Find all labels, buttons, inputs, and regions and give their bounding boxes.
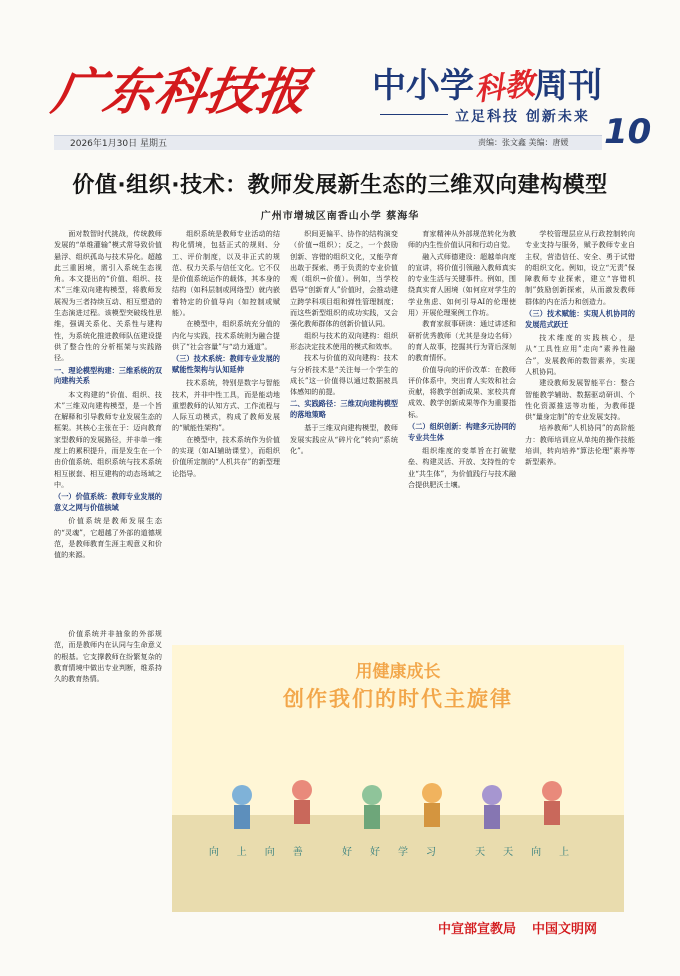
paragraph: 技术系统，特别是数字与智能技术，并非中性工具，而是能动地重塑教师的认知方式、工作流程与人际互动模式，构成了教师发展的“赋能性架构”。 <box>172 378 280 433</box>
child-figure-body <box>544 801 560 825</box>
paragraph: 组织系统是教师专业活动的结构化情境，包括正式的规则、分工、评价制度，以及非正式的规范、权力关系与信任文化。它不仅是价值系统运作的载体，其本身的结构（如科层制或网络型）就内嵌着特定的价值导向（如控制或赋能）。 <box>172 229 280 318</box>
footer-link-2[interactable]: 中国文明网 <box>532 922 598 937</box>
footer-link-1[interactable]: 中宣部宣教局 <box>438 922 517 937</box>
child-figure <box>362 785 382 805</box>
child-figure-body <box>294 800 310 824</box>
slogan-rule <box>380 114 448 115</box>
section-heading: 一、理论模型构建：三维系统的双向建构关系 <box>54 365 162 386</box>
paragraph: 织间更偏平、协作的结构演变（价值→组织）；反之，一个鼓励创新、容错的组织文化，又能孕育出敢于探索、勇于负责的专业价值观（组织→价值）。例如，当学校倡导“创新育人”价值时，会推动建立跨学科项目组和弹性管理制度；而这些新型组织的成功实践，又会强化教师群体的创新价值认同。 <box>290 229 398 329</box>
article-column-5 <box>525 228 635 624</box>
paragraph: 组织维度的变革旨在打破壁垒、构建灵活、开放、支持性的专业“共生体”，为价值践行与技术融合提供肥沃土壤。 <box>408 446 516 489</box>
editors-credit: 责编：张文鑫 美编：唐媛 <box>478 138 569 147</box>
paragraph: 育家精神从外部规范转化为教师的内生性价值认同和行动自觉。 <box>408 229 516 250</box>
article-headline: 价值·组织·技术：教师发展新生态的三维双向建构模型 <box>72 173 608 198</box>
child-figure-body <box>234 805 250 829</box>
banner-title-line1: 用健康成长 <box>355 662 441 682</box>
public-service-banner <box>172 645 624 912</box>
paragraph: 培养教师“人机协同”的高阶能力：教师培训应从单纯的操作技能培训，转向培养“算法伦理”素养等新型素养。 <box>525 423 635 467</box>
paragraph: 本文构建的“价值、组织、技术”三维双向建构模型，是一个旨在解释和引导教师专业发展生态的框架。其核心主张在于：迈向教育家型教师的发展路径，并非单一维度上的累积提升，而是发生在一个由价值系统、组织系统与技术系统相互嵌套、相互建构的动态场域之中。 <box>54 389 162 489</box>
paragraph: 在模型中，组织系统充分值的内化与实践，技术系统则为融合提供了“社会容量”与“动力通道”。 <box>172 319 280 351</box>
publication-title <box>372 58 602 107</box>
subsection-heading: （三）技术赋能：实现人机协同的发展范式跃迁 <box>525 309 635 329</box>
newspaper-logo <box>48 52 314 121</box>
banner-ground <box>172 815 624 912</box>
child-figure <box>542 781 562 801</box>
paragraph: 价值导向的评价改革：在教师评价体系中，突出育人实效和社会贡献，将教学创新成果、家校共育成效、教学创新成果等作为重要指标。 <box>408 364 516 419</box>
section-heading: 二、实践路径：三维双向建构模型的落地策略 <box>290 399 398 419</box>
paragraph: 建设教师发展智能平台：整合智能教学辅助、数据驱动研训、个性化资源推送等功能，为教师提供“量身定制”的专业发展支持。 <box>525 378 635 422</box>
paragraph: 教育家叙事研读：通过讲述和研析优秀教师（尤其是身边名师）的育人故事，挖掘其行为背后深刻的教育情怀。 <box>408 319 516 363</box>
paragraph: 基于三维双向建构模型，教师发展实践应从“碎片化”转向“系统化”。 <box>290 423 398 456</box>
subsection-heading: （三）技术系统：教师专业发展的赋能性架构与认知延伸 <box>172 354 280 374</box>
paragraph: 技术与价值的双向建构：技术与分析技术是“关注每一个学生的成长”这一价值得以通过数据被具体感知的前提。 <box>290 353 398 397</box>
paragraph: 技术维度的实践核心，是从“工具性应用”走向“素养性融合”，发展教师的数智素养，实现人机协同。 <box>525 333 635 376</box>
paragraph: 在模型中，技术系统作为价值的实现（如AI辅助课堂），而组织价值所定制的“人机共存”的新型理论指导。 <box>172 434 280 478</box>
child-figure-body <box>424 803 440 827</box>
article-column-1 <box>54 228 162 624</box>
child-figure-body <box>484 805 500 829</box>
masthead-slogan: 立足科技 创新未来 <box>455 109 590 125</box>
publication-title-part3: 周刊 <box>534 66 602 106</box>
subsection-heading: （二）组织创新：构建多元协同的专业共生体 <box>408 422 516 442</box>
publication-title-part2: 科教 <box>472 66 537 109</box>
child-figure <box>292 780 312 800</box>
paragraph: 面对数智时代挑战，传统教师发展的“单维灌输”模式常导致价值悬浮、组织孤岛与技术异化。超越此三重困境，需引入系统生态视角。本文提出的“价值、组织、技术”三维双向建构模型，将教师发展视为三者持续互动、相互塑造的生态演进过程。该模型突破线性思维，强调关系化、关系性与建构性，为系统化推进教师队伍建设提供了整合性的分析框架与实践路径。 <box>54 229 162 363</box>
masthead <box>0 0 680 152</box>
subsection-heading: （一）价值系统：教师专业发展的意义之网与价值核域 <box>54 492 162 512</box>
paragraph: 价值系统是教师发展生态的“灵魂”，它超越了外部的道德规范，是教师教育生涯主观意义和价值的来源。 <box>54 516 162 560</box>
child-figure-body <box>364 805 380 829</box>
article-column-4 <box>408 228 516 624</box>
logo-text: 广东科技报 <box>48 63 314 121</box>
child-figure <box>232 785 252 805</box>
article-column-3 <box>290 228 398 624</box>
paragraph: 价值系统并非抽象的外部规范，而是教师内在认同与生命意义的根基。它支撑教师在纷繁复杂的教育情境中做出专业判断，维系持久的教育热情。 <box>54 629 162 684</box>
page-number: 10 <box>604 112 652 152</box>
footer-credits <box>438 918 613 937</box>
banner-slogan: 向上向善 好好学习 天天向上 <box>208 847 588 858</box>
child-figure <box>422 783 442 803</box>
article-column-1-continued <box>54 628 162 918</box>
paragraph: 学校管理层应从行政控制转向专业支持与服务，赋予教师专业自主权，营造信任、安全、勇于试错的组织文化。例如，设立“无责”保障教师专业探索，建立“容错机制”鼓励创新探索，从而激发教师群体的内在活力和创造力。 <box>525 229 635 306</box>
paragraph: 融入式师德建设：超越单向度的宣讲，将价值引领融入教师真实的专业生活与关键事件。例如，围绕真实育人困境（如何应对学生的学业焦虑、如何引导AI的伦理使用）开展伦理案例工作坊。 <box>408 251 516 318</box>
banner-title-line2: 创作我们的时代主旋律 <box>283 687 513 711</box>
child-figure <box>482 785 502 805</box>
article-byline: 广州市增城区南香山小学 蔡海华 <box>260 211 420 222</box>
issue-date: 2026年1月30日 星期五 <box>70 139 167 149</box>
article-column-2 <box>172 228 280 624</box>
paragraph: 组织与技术的双向建构：组织形态决定技术使用的模式和效率。 <box>290 330 398 351</box>
publication-title-part1: 中小学 <box>372 66 474 106</box>
